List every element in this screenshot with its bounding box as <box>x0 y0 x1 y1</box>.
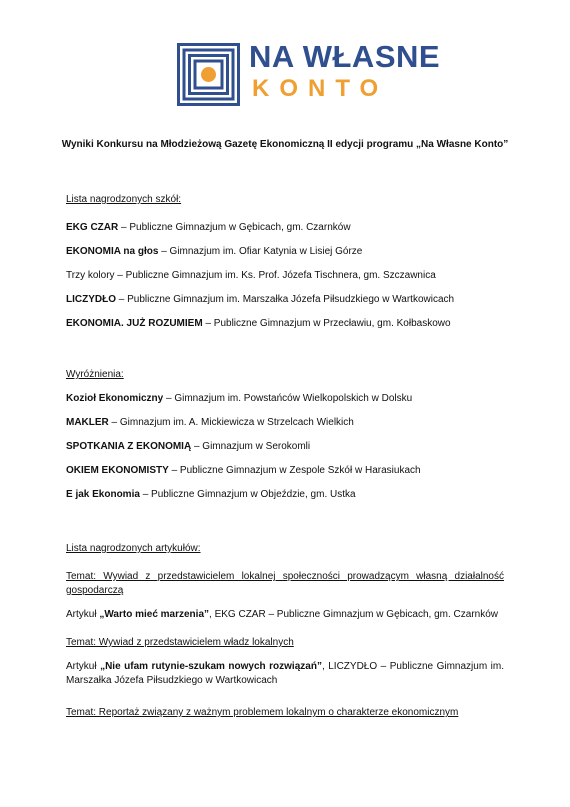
honor-details: – Publiczne Gimnazjum w Zespole Szkół w Harasiukach <box>168 465 421 476</box>
school-name: EKONOMIA. JUŻ ROZUMIEM <box>66 318 203 329</box>
logo-text-top: NA WŁASNE <box>249 39 441 74</box>
school-details: – Publiczne Gimnazjum im. Ks. Prof. Józefa Tischnera, gm. Szczawnica <box>114 270 436 281</box>
honor-name: SPOTKANIA Z EKONOMIĄ <box>66 441 192 452</box>
school-item <box>66 221 504 235</box>
logo-text-bottom: KONTO <box>252 75 389 102</box>
school-item <box>66 245 504 259</box>
school-details: – Gimnazjum im. Ofiar Katynia w Lisiej Górze <box>158 246 363 257</box>
school-name: EKONOMIA na głos <box>66 246 159 257</box>
school-details: – Publiczne Gimnazjum w Gębicach, gm. Czarnków <box>118 222 351 233</box>
school-name: LICZYDŁO <box>66 294 116 305</box>
honor-name: MAKLER <box>66 417 109 428</box>
school-name: Trzy kolory <box>66 270 115 281</box>
schools-heading: Lista nagrodzonych szkół: <box>66 194 182 205</box>
school-details: – Publiczne Gimnazjum w Przecławiu, gm. Kołbaskowo <box>202 318 451 329</box>
honor-item <box>66 488 504 502</box>
article-details: , EKG CZAR – Publiczne Gimnazjum w Gębicach, gm. Czarnków <box>209 609 498 620</box>
school-item <box>66 293 504 307</box>
honor-details: – Gimnazjum w Serokomli <box>191 441 311 452</box>
honor-item <box>66 464 504 478</box>
article-details: , LICZYDŁO – Publiczne Gimnazjum im. Marszałka Józefa Piłsudzkiego w Wartkowicach <box>66 661 505 686</box>
honor-details: – Publiczne Gimnazjum w Objeździe, gm. Ustka <box>139 489 356 500</box>
logo-mark-icon <box>177 43 240 106</box>
article-topic: Temat: Reportaż związany z ważnym problemem lokalnym o charakterze ekonomicznym <box>66 707 459 718</box>
honor-item <box>66 392 504 406</box>
article-item <box>66 660 504 688</box>
article-topic: Temat: Wywiad z przedstawicielem władz lokalnych <box>66 637 294 648</box>
article-title: „Nie ufam rutynie-szukam nowych rozwiązań” <box>100 661 322 672</box>
honor-name: OKIEM EKONOMISTY <box>66 465 169 476</box>
honor-name: Kozioł Ekonomiczny <box>66 393 164 404</box>
school-item <box>66 269 504 283</box>
articles-heading: Lista nagrodzonych artykułów: <box>66 543 201 554</box>
article-topic: Temat: Wywiad z przedstawicielem lokalnej społeczności prowadzącym własną działalność gospodarczą <box>66 571 504 596</box>
honor-details: – Gimnazjum im. A. Mickiewicza w Strzelcach Wielkich <box>108 417 354 428</box>
article-title: „Warto mieć marzenia” <box>99 609 210 620</box>
school-name: EKG CZAR <box>66 222 119 233</box>
school-item <box>66 317 504 331</box>
honors-heading: Wyróżnienia: <box>66 369 124 380</box>
honor-item <box>66 440 504 454</box>
article-item <box>66 608 504 622</box>
article-prefix: Artykuł <box>66 661 101 672</box>
school-details: – Publiczne Gimnazjum im. Marszałka Józefa Piłsudzkiego w Wartkowicach <box>116 294 455 305</box>
document-title: Wyniki Konkursu na Młodzieżową Gazetę Ekonomiczną II edycji programu „Na Własne Konto” <box>61 139 509 150</box>
honor-name: E jak Ekonomia <box>66 489 140 500</box>
honor-item <box>66 416 504 430</box>
article-prefix: Artykuł <box>66 609 100 620</box>
honor-details: – Gimnazjum im. Powstańców Wielkopolskich w Dolsku <box>163 393 413 404</box>
